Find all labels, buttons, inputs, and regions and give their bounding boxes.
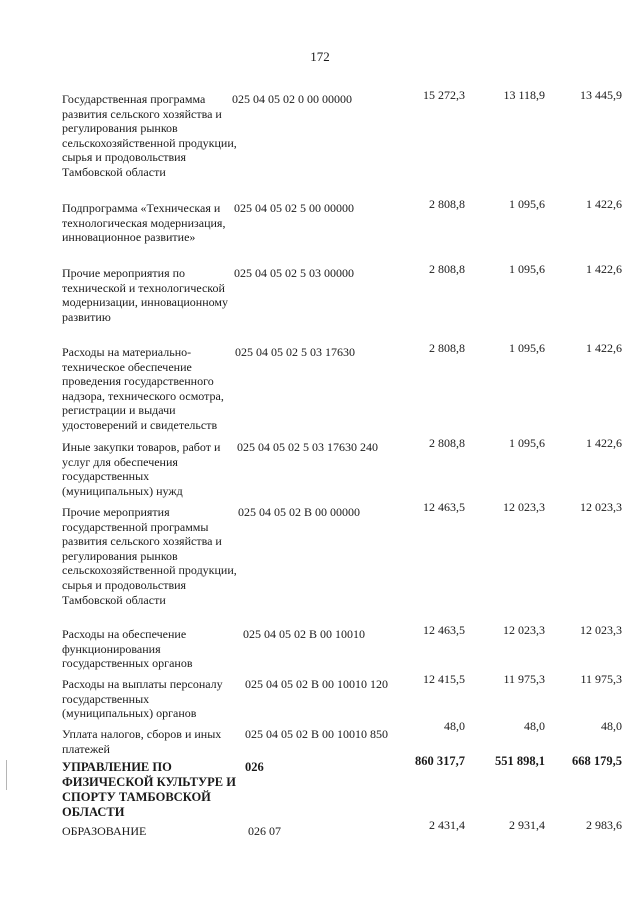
row-value-1: 2 808,8 [429, 262, 465, 276]
row-name: Иные закупки товаров, работ и услуг для обеспечения государственных (муниципальных) нужд [62, 440, 221, 498]
row-code: 025 04 05 02 0 00 00000 [232, 92, 352, 106]
row-value-3: 668 179,5 [572, 754, 622, 768]
row-value-3: 1 422,6 [586, 436, 622, 450]
row-value-2: 1 095,6 [509, 341, 545, 355]
row-name: Государственная программа развития сельского хозяйства и регулирования рынков сельскохозяйственной продукции, сырья и продовольствия Тамбовской области [62, 92, 237, 179]
row-value-1: 12 415,5 [423, 672, 465, 686]
row-value-1: 2 808,8 [429, 197, 465, 211]
page-number: 172 [310, 49, 330, 64]
row-name: Прочие мероприятия государственной программы развития сельского хозяйства и регулирования рынков сельскохозяйственной продукции, сырья и продовольствия Тамбовской области [62, 505, 237, 607]
row-value-3: 13 445,9 [580, 88, 622, 102]
row-value-3: 11 975,3 [580, 672, 622, 686]
row-code: 026 07 [248, 824, 281, 838]
row-name: Расходы на обеспечение функционирования государственных органов [62, 627, 193, 671]
row-name: Подпрограмма «Техническая и технологическая модернизация, инновационное развитие» [62, 201, 226, 245]
row-value-3: 1 422,6 [586, 262, 622, 276]
row-value-3: 1 422,6 [586, 197, 622, 211]
row-name: Расходы на выплаты персоналу государственных (муниципальных) органов [62, 677, 223, 721]
row-code: 025 04 05 02 В 00 10010 [243, 627, 366, 641]
row-code: 025 04 05 02 В 00 00000 [238, 505, 361, 519]
row-value-2: 12 023,3 [503, 623, 545, 637]
row-name: УПРАВЛЕНИЕ ПО ФИЗИЧЕСКОЙ КУЛЬТУРЕ И СПОРТУ ТАМБОВСКОЙ ОБЛАСТИ [62, 760, 236, 819]
row-code: 025 04 05 02 5 03 00000 [234, 266, 354, 280]
row-value-2: 1 095,6 [509, 262, 545, 276]
row-value-1: 2 808,8 [429, 436, 465, 450]
row-value-2: 2 931,4 [509, 818, 545, 832]
scan-margin-mark [6, 760, 7, 790]
row-value-2: 13 118,9 [503, 88, 545, 102]
row-code: 025 04 05 02 5 00 00000 [234, 201, 354, 215]
row-value-3: 12 023,3 [580, 500, 622, 514]
row-value-2: 12 023,3 [503, 500, 545, 514]
row-value-2: 1 095,6 [509, 197, 545, 211]
row-name: Прочие мероприятия по технической и технологической модернизации, инновационному развитию [62, 266, 229, 324]
row-name: Расходы на материально-техническое обеспечение проведения государственного надзора, технического осмотра, регистрации и выдачи удостоверений и свидетельств [62, 345, 224, 432]
row-value-2: 551 898,1 [495, 754, 545, 768]
row-value-3: 1 422,6 [586, 341, 622, 355]
row-value-2: 48,0 [524, 719, 545, 733]
row-code: 025 04 05 02 В 00 10010 850 [245, 727, 389, 741]
row-value-1: 2 808,8 [429, 341, 465, 355]
row-value-3: 12 023,3 [580, 623, 622, 637]
row-code: 025 04 05 02 5 03 17630 [235, 345, 355, 359]
row-value-1: 15 272,3 [423, 88, 465, 102]
row-value-1: 12 463,5 [423, 623, 465, 637]
row-name: Уплата налогов, сборов и иных платежей [62, 727, 222, 756]
row-value-3: 2 983,6 [586, 818, 622, 832]
row-value-1: 2 431,4 [429, 818, 465, 832]
row-name: ОБРАЗОВАНИЕ [62, 824, 147, 838]
row-value-1: 860 317,7 [415, 754, 465, 768]
row-value-2: 11 975,3 [503, 672, 545, 686]
row-value-3: 48,0 [601, 719, 622, 733]
row-value-1: 48,0 [444, 719, 465, 733]
row-value-1: 12 463,5 [423, 500, 465, 514]
row-value-2: 1 095,6 [509, 436, 545, 450]
row-code: 026 [245, 760, 264, 774]
row-code: 025 04 05 02 В 00 10010 120 [245, 677, 389, 691]
row-code: 025 04 05 02 5 03 17630 240 [237, 440, 378, 454]
